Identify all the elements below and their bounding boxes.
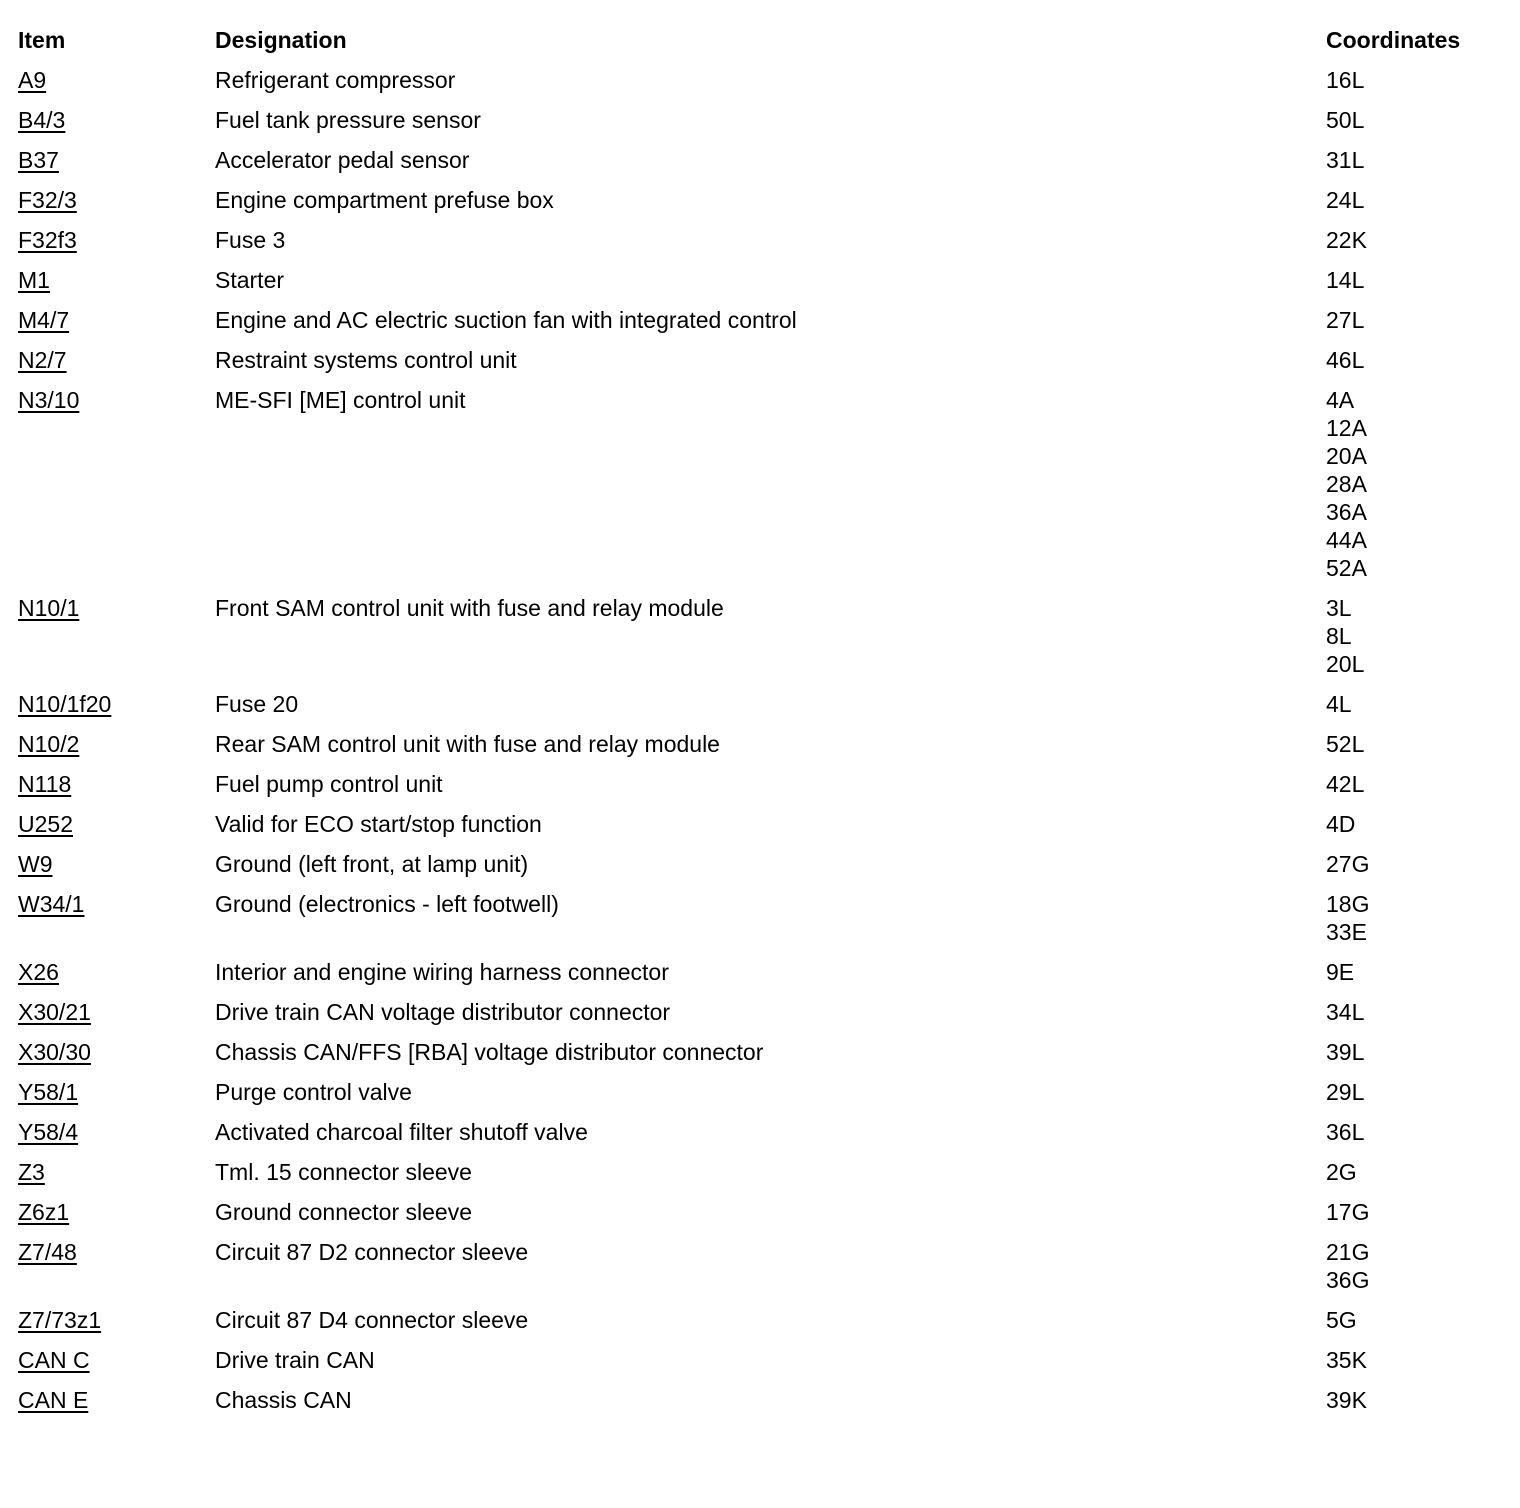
item-cell	[18, 1118, 215, 1146]
table-row	[0, 174, 1520, 214]
coordinate-value: 33E	[1326, 919, 1367, 945]
designation-cell: Circuit 87 D4 connector sleeve	[215, 1307, 529, 1333]
item-cell	[18, 306, 215, 334]
table-row	[0, 878, 1520, 946]
coordinate-value: 20A	[1326, 443, 1367, 469]
coordinates-cell	[1326, 1306, 1516, 1334]
item-cell	[18, 186, 215, 214]
item-link[interactable]: Z7/73z1	[18, 1307, 102, 1333]
item-link[interactable]: Z3	[18, 1159, 45, 1185]
coordinate-value: 36A	[1326, 499, 1367, 525]
coordinate-value: 34L	[1326, 999, 1365, 1025]
item-link[interactable]: F32f3	[18, 227, 77, 253]
designation-cell: Activated charcoal filter shutoff valve	[215, 1119, 588, 1145]
designation-cell: Ground (left front, at lamp unit)	[215, 851, 529, 877]
column-header-coordinates: Coordinates	[1326, 27, 1461, 53]
item-cell	[18, 66, 215, 94]
coordinate-value: 3L	[1326, 595, 1352, 621]
coordinate-value: 42L	[1326, 771, 1365, 797]
table-row	[0, 134, 1520, 174]
table-row	[0, 1374, 1520, 1414]
item-cell	[18, 146, 215, 174]
designation-cell: Engine and AC electric suction fan with integrated control	[215, 307, 797, 333]
item-cell	[18, 890, 215, 946]
designation-cell: Purge control valve	[215, 1079, 412, 1105]
item-link[interactable]: X30/21	[18, 999, 91, 1025]
table-row	[0, 986, 1520, 1026]
coordinates-cell	[1326, 226, 1516, 254]
item-cell	[18, 1198, 215, 1226]
table-row	[0, 1186, 1520, 1226]
item-link[interactable]: B37	[18, 147, 59, 173]
coordinate-value: 36G	[1326, 1267, 1370, 1293]
table-row	[0, 1334, 1520, 1374]
designation-cell: Ground connector sleeve	[215, 1199, 472, 1225]
designation-cell: Chassis CAN	[215, 1387, 352, 1413]
coordinate-value: 21G	[1326, 1239, 1370, 1265]
coordinates-cell	[1326, 106, 1516, 134]
coordinate-value: 39K	[1326, 1387, 1367, 1413]
table-row	[0, 1026, 1520, 1066]
item-link[interactable]: CAN E	[18, 1387, 89, 1413]
coordinate-value: 50L	[1326, 107, 1365, 133]
coordinates-cell	[1326, 1386, 1516, 1414]
table-row	[0, 758, 1520, 798]
item-link[interactable]: N10/1f20	[18, 691, 112, 717]
coordinates-cell	[1326, 730, 1516, 758]
coordinates-cell	[1326, 146, 1516, 174]
coordinates-cell	[1326, 850, 1516, 878]
item-cell	[18, 1078, 215, 1106]
coordinate-value: 5G	[1326, 1307, 1357, 1333]
table-row	[0, 1226, 1520, 1294]
designation-cell: Fuse 3	[215, 227, 286, 253]
table-row	[0, 1294, 1520, 1334]
designation-cell: Fuel tank pressure sensor	[215, 107, 481, 133]
table-row	[0, 1106, 1520, 1146]
designation-cell: Ground (electronics - left footwell)	[215, 891, 559, 917]
coordinate-value: 17G	[1326, 1199, 1370, 1225]
item-link[interactable]: N2/7	[18, 347, 67, 373]
item-cell	[18, 730, 215, 758]
coordinates-cell	[1326, 998, 1516, 1026]
item-cell	[18, 690, 215, 718]
item-link[interactable]: N118	[18, 771, 72, 797]
coordinate-value: 4A	[1326, 387, 1355, 413]
designation-cell: Drive train CAN	[215, 1347, 375, 1373]
table-row	[0, 798, 1520, 838]
table-row	[0, 1066, 1520, 1106]
coordinates-cell	[1326, 690, 1516, 718]
table-row	[0, 718, 1520, 758]
item-link[interactable]: X26	[18, 959, 59, 985]
coordinate-value: 12A	[1326, 415, 1367, 441]
designation-cell: Chassis CAN/FFS [RBA] voltage distributor connector	[215, 1039, 764, 1065]
column-header-item: Item	[18, 27, 66, 53]
item-link[interactable]: W34/1	[18, 891, 85, 917]
table-row	[0, 678, 1520, 718]
item-link[interactable]: CAN C	[18, 1347, 90, 1373]
table-row	[0, 374, 1520, 582]
designation-cell: Interior and engine wiring harness connector	[215, 959, 669, 985]
designation-cell: Drive train CAN voltage distributor connector	[215, 999, 671, 1025]
coordinate-value: 16L	[1326, 67, 1365, 93]
designation-cell: Accelerator pedal sensor	[215, 147, 470, 173]
table-row	[0, 1146, 1520, 1186]
coordinates-cell	[1326, 1078, 1516, 1106]
table-body	[0, 54, 1520, 1414]
table-row	[0, 94, 1520, 134]
table-header-row	[0, 0, 1520, 54]
designation-cell: Circuit 87 D2 connector sleeve	[215, 1239, 529, 1265]
coordinates-cell	[1326, 890, 1516, 946]
item-link[interactable]: F32/3	[18, 187, 77, 213]
item-link[interactable]: N3/10	[18, 387, 80, 413]
coordinates-cell	[1326, 1198, 1516, 1226]
item-link[interactable]: Y58/1	[18, 1079, 79, 1105]
item-link[interactable]: M1	[18, 267, 50, 293]
item-link[interactable]: M4/7	[18, 307, 70, 333]
coordinates-cell	[1326, 66, 1516, 94]
item-cell	[18, 346, 215, 374]
item-cell	[18, 106, 215, 134]
item-cell	[18, 1158, 215, 1186]
designation-cell: ME-SFI [ME] control unit	[215, 387, 466, 413]
item-cell	[18, 1038, 215, 1066]
coordinates-cell	[1326, 1238, 1516, 1294]
designation-cell: Fuse 20	[215, 691, 299, 717]
item-cell	[18, 770, 215, 798]
item-cell	[18, 266, 215, 294]
coordinate-value: 29L	[1326, 1079, 1365, 1105]
coordinate-value: 24L	[1326, 187, 1365, 213]
designation-cell: Starter	[215, 267, 285, 293]
coordinates-cell	[1326, 346, 1516, 374]
item-cell	[18, 1238, 215, 1294]
coordinate-value: 52A	[1326, 555, 1367, 581]
item-cell	[18, 1346, 215, 1374]
designation-cell: Front SAM control unit with fuse and relay module	[215, 595, 724, 621]
coordinates-cell	[1326, 386, 1516, 582]
item-link[interactable]: Z7/48	[18, 1239, 77, 1265]
table-row	[0, 254, 1520, 294]
coordinate-value: 20L	[1326, 651, 1365, 677]
designation-cell: Restraint systems control unit	[215, 347, 517, 373]
coordinates-cell	[1326, 1118, 1516, 1146]
coordinate-value: 14L	[1326, 267, 1365, 293]
coordinate-value: 27G	[1326, 851, 1370, 877]
designation-cell: Refrigerant compressor	[215, 67, 456, 93]
column-header-designation: Designation	[215, 27, 347, 53]
coordinate-value: 44A	[1326, 527, 1367, 553]
table-row	[0, 294, 1520, 334]
item-link[interactable]: A9	[18, 67, 47, 93]
item-link[interactable]: U252	[18, 811, 73, 837]
coordinates-cell	[1326, 594, 1516, 678]
coordinates-cell	[1326, 1038, 1516, 1066]
item-cell	[18, 1306, 215, 1334]
coordinate-value: 9E	[1326, 959, 1355, 985]
item-cell	[18, 810, 215, 838]
coordinates-cell	[1326, 770, 1516, 798]
designation-cell: Rear SAM control unit with fuse and relay module	[215, 731, 720, 757]
coordinate-value: 31L	[1326, 147, 1365, 173]
item-cell	[18, 958, 215, 986]
coordinate-value: 46L	[1326, 347, 1365, 373]
item-cell	[18, 226, 215, 254]
item-link[interactable]: N10/1	[18, 595, 80, 621]
coordinate-value: 52L	[1326, 731, 1365, 757]
coordinate-value: 2G	[1326, 1159, 1357, 1185]
designation-cell: Tml. 15 connector sleeve	[215, 1159, 472, 1185]
item-link[interactable]: N10/2	[18, 731, 80, 757]
item-link[interactable]: W9	[18, 851, 53, 877]
table-row	[0, 214, 1520, 254]
coordinates-cell	[1326, 1158, 1516, 1186]
coordinate-value: 36L	[1326, 1119, 1365, 1145]
coordinate-value: 4L	[1326, 691, 1352, 717]
coordinate-value: 39L	[1326, 1039, 1365, 1065]
coordinate-value: 4D	[1326, 811, 1356, 837]
coordinate-value: 22K	[1326, 227, 1367, 253]
coordinate-value: 35K	[1326, 1347, 1367, 1373]
coordinate-value: 8L	[1326, 623, 1352, 649]
table-row	[0, 334, 1520, 374]
table-row	[0, 54, 1520, 94]
coordinates-cell	[1326, 306, 1516, 334]
designation-cell: Engine compartment prefuse box	[215, 187, 554, 213]
coordinate-value: 18G	[1326, 891, 1370, 917]
coordinates-cell	[1326, 1346, 1516, 1374]
designation-cell: Fuel pump control unit	[215, 771, 443, 797]
item-cell	[18, 594, 215, 678]
item-cell	[18, 1386, 215, 1414]
item-cell	[18, 386, 215, 582]
item-link[interactable]: Y58/4	[18, 1119, 79, 1145]
item-cell	[18, 850, 215, 878]
item-cell	[18, 998, 215, 1026]
coordinate-value: 28A	[1326, 471, 1367, 497]
coordinates-cell	[1326, 958, 1516, 986]
item-link[interactable]: B4/3	[18, 107, 66, 133]
coordinates-cell	[1326, 810, 1516, 838]
item-link[interactable]: X30/30	[18, 1039, 91, 1065]
coordinates-cell	[1326, 266, 1516, 294]
item-link[interactable]: Z6z1	[18, 1199, 70, 1225]
designation-cell: Valid for ECO start/stop function	[215, 811, 542, 837]
table-row	[0, 838, 1520, 878]
coordinates-cell	[1326, 186, 1516, 214]
table-row	[0, 582, 1520, 678]
coordinate-value: 27L	[1326, 307, 1365, 333]
table-row	[0, 946, 1520, 986]
